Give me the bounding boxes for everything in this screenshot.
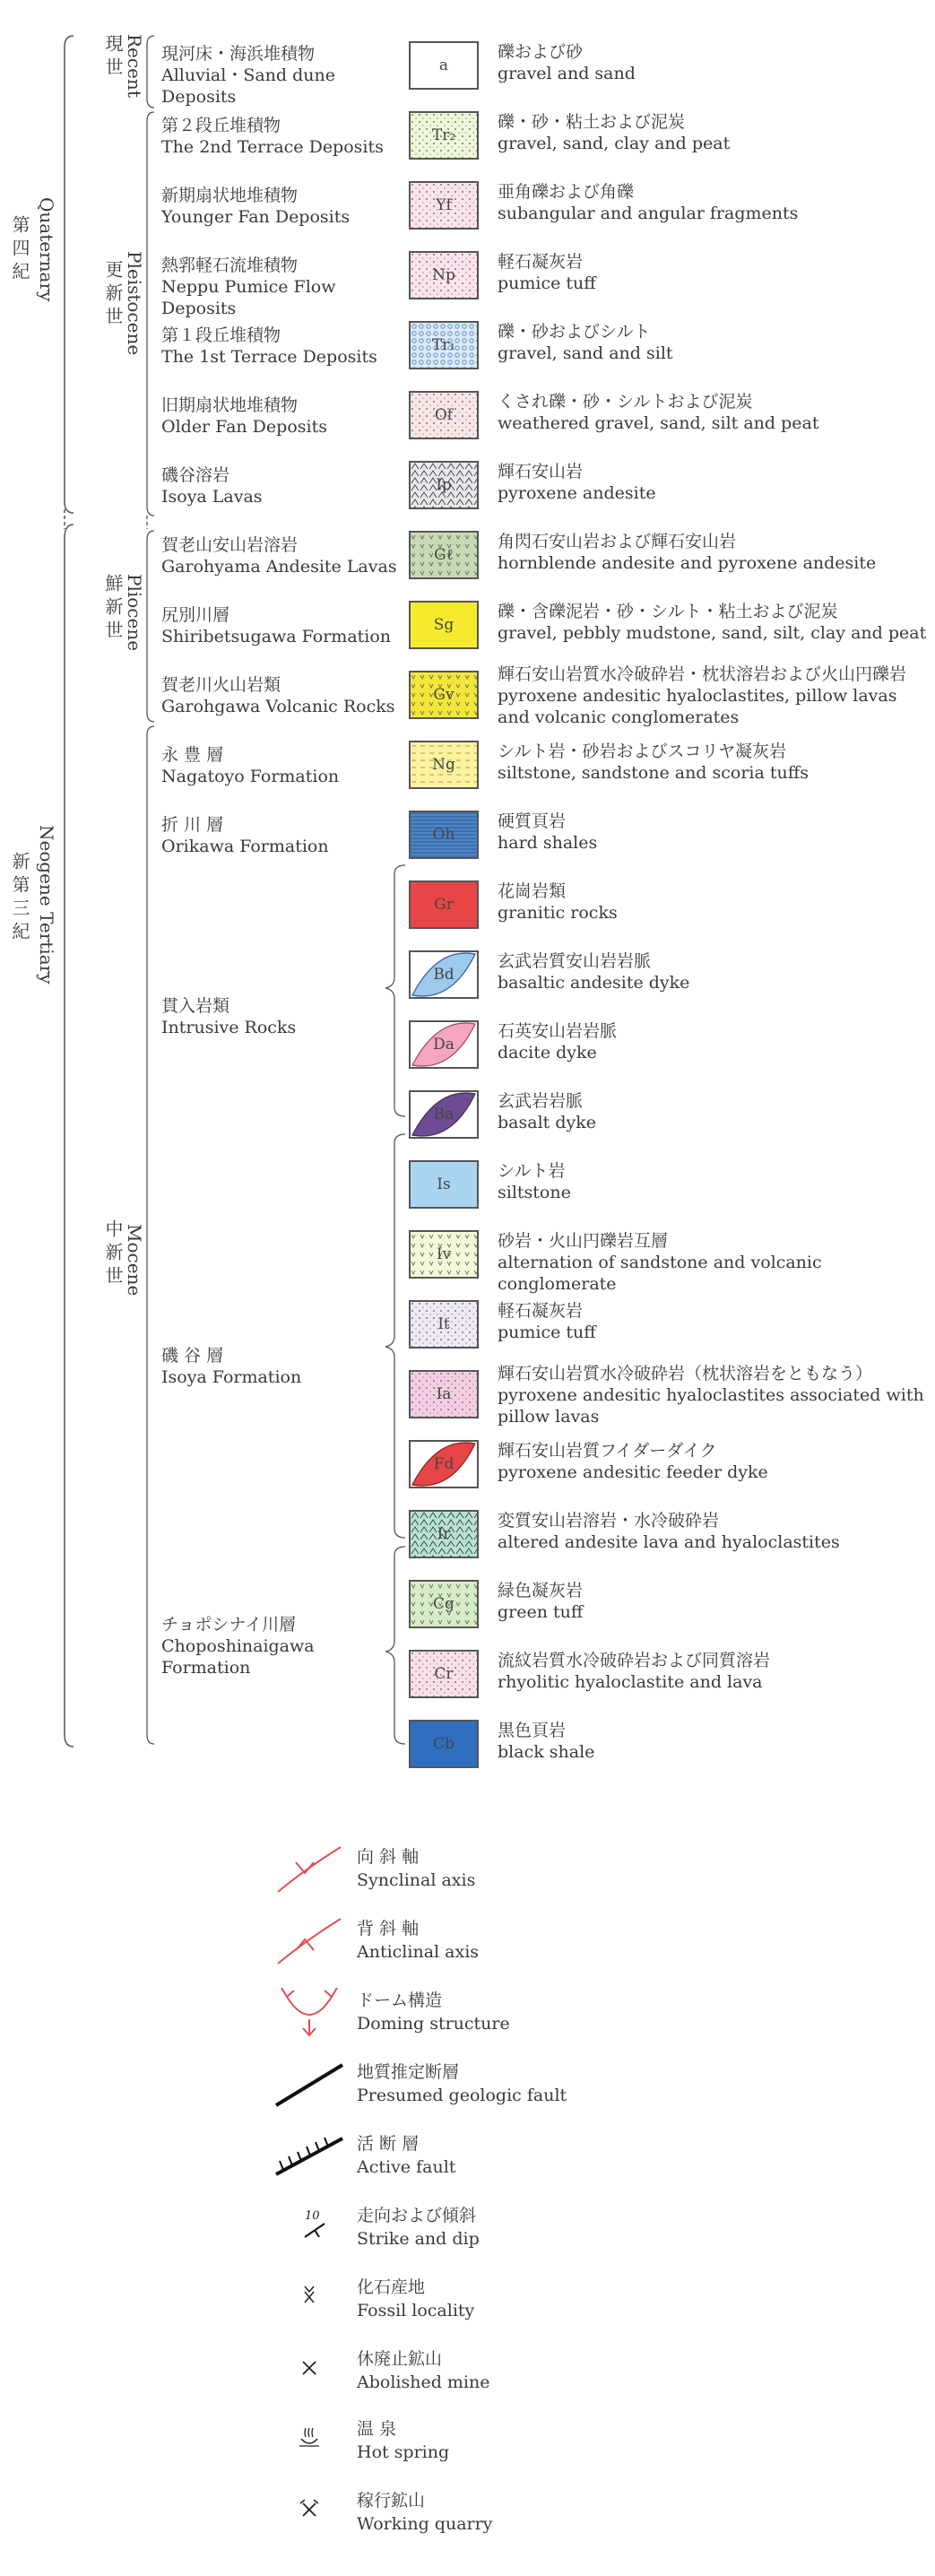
active-fault-icon — [269, 2125, 350, 2179]
swatch-np: Np — [409, 251, 479, 299]
desc-ng: シルト岩・砂岩およびスコリヤ凝灰岩 siltstone, sandstone and scoria tuffs — [498, 742, 809, 783]
unit-name-sg: 尻別川層 Shiribetsugawa Formation — [161, 605, 392, 646]
desc-ba: 玄武岩岩脈 basalt dyke — [498, 1091, 596, 1132]
desc-gv: 輝石安山岩質水冷破砕岩・枕状溶岩および火山円礫岩 pyroxene andesitic hyaloclastites, pillow lavas and volcanic conglomerates — [498, 664, 907, 727]
epoch-pleistocene-jp: 更新世 — [102, 260, 124, 330]
desc-tr1: 礫・砂およびシルト gravel, sand and silt — [498, 322, 673, 363]
swatch-gv: Gv — [409, 671, 479, 719]
unit-name-gv: 賀老川火山岩類 Garohgawa Volcanic Rocks — [161, 675, 395, 716]
desc-gr: 花崗岩類 granitic rocks — [498, 881, 618, 923]
desc-of: くされ礫・砂・シルトおよび泥炭 weathered gravel, sand, silt and peat — [498, 392, 819, 433]
symbol-fault: 地質推定断層 Presumed geologic fault — [357, 2062, 567, 2105]
swatch-it: It — [409, 1300, 479, 1349]
desc-cg: 緑色凝灰岩 green tuff — [498, 1581, 584, 1622]
unit-name-alluvial: 現河床・海浜堆積物 Alluvial・Sand dune Deposits — [161, 44, 335, 107]
epoch-miocene-en: Mocene — [124, 1224, 145, 1297]
group-chopo: チョポシナイ川層 Choposhinaigawa Formation — [161, 1615, 315, 1678]
symbol-fossil: 化石産地 Fossil locality — [357, 2277, 475, 2320]
desc-a: 礫および砂 gravel and sand — [498, 42, 636, 83]
swatch-ba: Ba — [409, 1090, 479, 1139]
desc-bd: 玄武岩質安山岩岩脈 basaltic andesite dyke — [498, 951, 690, 993]
symbol-hot-spring: 温 泉 Hot spring — [357, 2419, 450, 2462]
desc-gl: 角閃石安山岩および輝石安山岩 hornblende andesite and pyroxene andesite — [498, 532, 877, 573]
swatch-gl: Gℓ — [409, 531, 479, 579]
desc-iv: 砂岩・火山円礫岩互層 alternation of sandstone and volcanic conglomerate — [498, 1231, 822, 1294]
anticlinal-axis-icon — [269, 1914, 350, 1968]
unit-name-tr2: 第２段丘堆積物 The 2nd Terrace Deposits — [161, 116, 384, 157]
era-neogene-en: Neogene Tertiary — [36, 825, 57, 984]
era-neogene-jp: 新第三紀 — [9, 852, 30, 945]
swatch-cb: Cb — [409, 1720, 479, 1768]
epoch-recent-jp: 現世 — [102, 34, 124, 81]
working-quarry-icon — [269, 2482, 350, 2536]
swatch-ng: Ng — [409, 741, 479, 789]
swatch-ip: Ip — [409, 461, 479, 509]
abolished-mine-icon — [269, 2340, 350, 2394]
swatch-tr2: Tr₂ — [409, 111, 479, 160]
epoch-pliocene-jp: 鮮新世 — [102, 574, 124, 644]
epoch-pliocene-en: Pliocene — [124, 574, 145, 652]
swatch-cr: Cr — [409, 1650, 479, 1698]
symbol-working-quarry: 稼行鉱山 Working quarry — [357, 2491, 493, 2534]
unit-name-np: 熱郛軽石流堆積物 Neppu Pumice Flow Deposits — [161, 256, 336, 318]
unit-name-oh: 折 川 層 Orikawa Formation — [161, 815, 329, 856]
unit-name-ng: 永 豊 層 Nagatoyo Formation — [161, 745, 340, 786]
strike-dip-icon — [269, 2197, 350, 2251]
desc-ir: 変質安山岩溶岩・水冷破砕岩 altered andesite lava and hyaloclastites — [498, 1511, 840, 1552]
fault-icon — [269, 2056, 350, 2110]
symbol-abolished-mine: 休廃止鉱山 Abolished mine — [357, 2349, 490, 2392]
symbol-synclinal: 向 斜 軸 Synclinal axis — [357, 1847, 476, 1890]
group-intrusive: 貫入岩類 Intrusive Rocks — [161, 996, 297, 1037]
group-isoya: 磯 谷 層 Isoya Formation — [161, 1346, 302, 1387]
desc-tr2: 礫・砂・粘土および泥炭 gravel, sand, clay and peat — [498, 112, 731, 153]
swatch-of: Of — [409, 391, 479, 439]
symbol-active-fault: 活 断 層 Active fault — [357, 2134, 456, 2177]
swatch-a: a — [409, 41, 479, 90]
hot-spring-icon — [269, 2410, 350, 2464]
desc-yf: 亜角礫および角礫 subangular and angular fragments — [498, 182, 799, 223]
desc-it: 軽石凝灰岩 pumice tuff — [498, 1301, 596, 1342]
symbol-dome: ドーム構造 Doming structure — [357, 1991, 510, 2034]
swatch-iv: Iv — [409, 1230, 479, 1279]
desc-ia: 輝石安山岩質水冷破砕岩（枕状溶岩をともなう） pyroxene andesitic hyaloclastites associated with pillow lavas — [498, 1364, 924, 1427]
desc-fd: 輝石安山岩質フイダーダイク pyroxene andesitic feeder dyke — [498, 1441, 768, 1482]
unit-name-yf: 新期扇状地堆積物 Younger Fan Deposits — [161, 186, 351, 227]
swatch-oh: Oh — [409, 811, 479, 859]
svg-text:10: 10 — [305, 2209, 320, 2223]
desc-oh: 硬質頁岩 hard shales — [498, 811, 598, 853]
swatch-cg: Cg — [409, 1580, 479, 1628]
desc-da: 石英安山岩岩脈 dacite dyke — [498, 1021, 618, 1062]
era-quaternary-en: Quaternary — [36, 197, 57, 302]
desc-cb: 黒色頁岩 black shale — [498, 1721, 595, 1762]
swatch-ir: Ir — [409, 1510, 479, 1558]
fossil-icon — [269, 2268, 350, 2322]
era-quaternary-jp: 第四紀 — [9, 215, 30, 285]
dome-icon — [269, 1983, 350, 2037]
desc-np: 軽石凝灰岩 pumice tuff — [498, 252, 596, 293]
swatch-fd: Fd — [409, 1440, 479, 1488]
swatch-gr: Gr — [409, 880, 479, 929]
swatch-ia: Ia — [409, 1370, 479, 1418]
unit-name-of: 旧期扇状地堆積物 Older Fan Deposits — [161, 395, 327, 437]
desc-ip: 輝石安山岩 pyroxene andesite — [498, 462, 656, 503]
swatch-tr1: Tr₁ — [409, 321, 479, 369]
epoch-miocene-jp: 中新世 — [102, 1219, 124, 1289]
desc-is: シルト岩 siltstone — [498, 1161, 571, 1202]
swatch-bd: Bd — [409, 950, 479, 999]
desc-cr: 流紋岩質水冷破砕岩および同質溶岩 rhyolitic hyaloclastite and lava — [498, 1651, 771, 1692]
unit-name-tr1: 第１段丘堆積物 The 1st Terrace Deposits — [161, 325, 377, 367]
swatch-yf: Yf — [409, 181, 479, 230]
swatch-is: Is — [409, 1160, 479, 1209]
unit-name-gl: 賀老山安山岩溶岩 Garohyama Andesite Lavas — [161, 535, 397, 577]
symbol-strike-dip: 走向および傾斜 Strike and dip — [357, 2206, 480, 2249]
unit-name-ip: 磯谷溶岩 Isoya Lavas — [161, 465, 263, 507]
epoch-pleistocene-en: Pleistocene — [124, 251, 145, 356]
desc-sg: 礫・含礫泥岩・砂・シルト・粘土および泥炭 gravel, pebbly mudstone, sand, silt, clay and peat — [498, 602, 927, 643]
swatch-sg: Sg — [409, 601, 479, 649]
epoch-recent-en: Recent — [124, 34, 145, 98]
symbol-anticlinal: 背 斜 軸 Anticlinal axis — [357, 1919, 480, 1962]
swatch-da: Da — [409, 1020, 479, 1069]
synclinal-axis-icon — [269, 1843, 350, 1896]
